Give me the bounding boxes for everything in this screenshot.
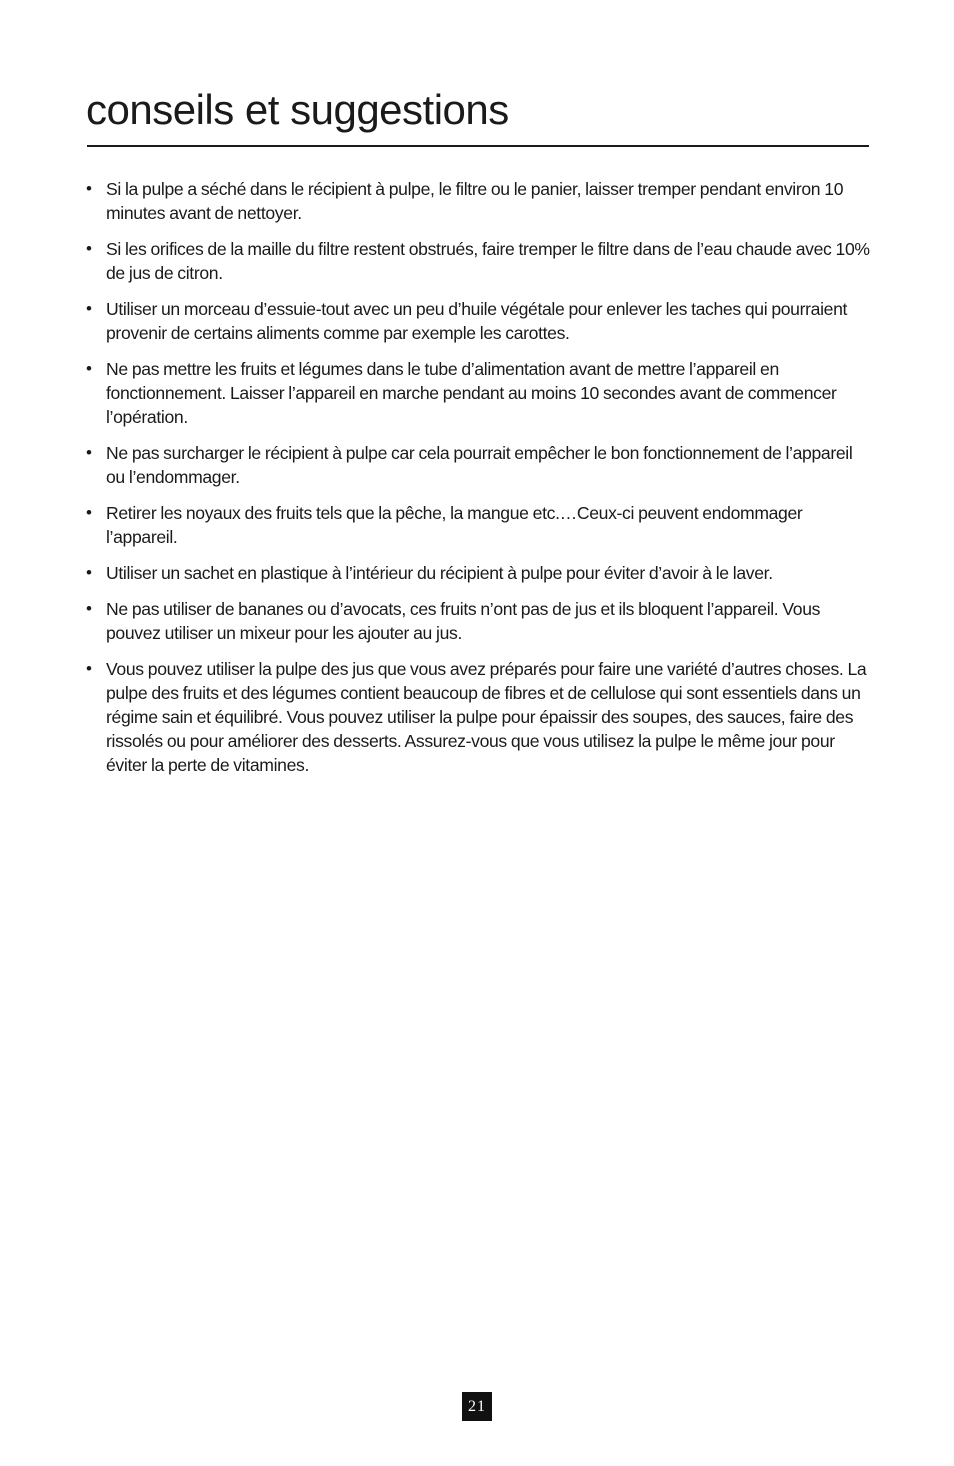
tip-text: Si la pulpe a séché dans le récipient à pulpe, le filtre ou le panier, laisser tremper pendant environ 10 minutes avant de nettoyer. xyxy=(106,179,844,223)
tip-text: Utiliser un morceau d’essuie-tout avec un peu d’huile végétale pour enlever les taches qui pourraient provenir de certains aliments comme par exemple les carottes. xyxy=(106,299,848,343)
list-item xyxy=(86,501,870,549)
title-underline xyxy=(87,145,869,147)
list-item xyxy=(86,237,870,285)
bullet-icon: • xyxy=(86,179,92,198)
list-item xyxy=(86,561,870,585)
tip-text: Ne pas mettre les fruits et légumes dans le tube d’alimentation avant de mettre l’appareil en fonctionnement. Laisser l’appareil en marche pendant au moins 10 secondes avant de commencer l’opération. xyxy=(106,359,837,427)
bullet-icon: • xyxy=(86,443,92,462)
bullet-icon: • xyxy=(86,563,92,582)
list-item xyxy=(86,357,870,429)
page-title: conseils et suggestions xyxy=(86,86,509,133)
tips-list xyxy=(86,177,870,789)
tip-text: Si les orifices de la maille du filtre restent obstrués, faire tremper le filtre dans de l’eau chaude avec 10% de jus de citron. xyxy=(106,239,870,283)
list-item xyxy=(86,441,870,489)
bullet-icon: • xyxy=(86,299,92,318)
bullet-icon: • xyxy=(86,359,92,378)
tip-text: Vous pouvez utiliser la pulpe des jus que vous avez préparés pour faire une variété d’autres choses. La pulpe des fruits et des légumes contient beaucoup de fibres et de cellulose qui sont essentiels dans un régime sain et équilibré. Vous pouvez utiliser la pulpe pour épaissir des soupes, des sauces, faire des rissolés ou pour améliorer des desserts. Assurez-vous que vous utilisez la pulpe le même jour pour éviter la perte de vitamines. xyxy=(106,659,867,775)
page-number: 21 xyxy=(462,1392,492,1421)
tip-text: Ne pas utiliser de bananes ou d’avocats, ces fruits n’ont pas de jus et ils bloquent l’appareil. Vous pouvez utiliser un mixeur pour les ajouter au jus. xyxy=(106,599,821,643)
list-item xyxy=(86,297,870,345)
tip-text: Utiliser un sachet en plastique à l’intérieur du récipient à pulpe pour éviter d’avoir à le laver. xyxy=(106,563,773,583)
bullet-icon: • xyxy=(86,659,92,678)
list-item xyxy=(86,597,870,645)
bullet-icon: • xyxy=(86,239,92,258)
list-item xyxy=(86,177,870,225)
tip-text: Ne pas surcharger le récipient à pulpe car cela pourrait empêcher le bon fonctionnement de l’appareil ou l’endommager. xyxy=(106,443,853,487)
bullet-icon: • xyxy=(86,599,92,618)
tip-text: Retirer les noyaux des fruits tels que la pêche, la mangue etc.…Ceux-ci peuvent endommager l’appareil. xyxy=(106,503,803,547)
list-item xyxy=(86,657,870,777)
bullet-icon: • xyxy=(86,503,92,522)
